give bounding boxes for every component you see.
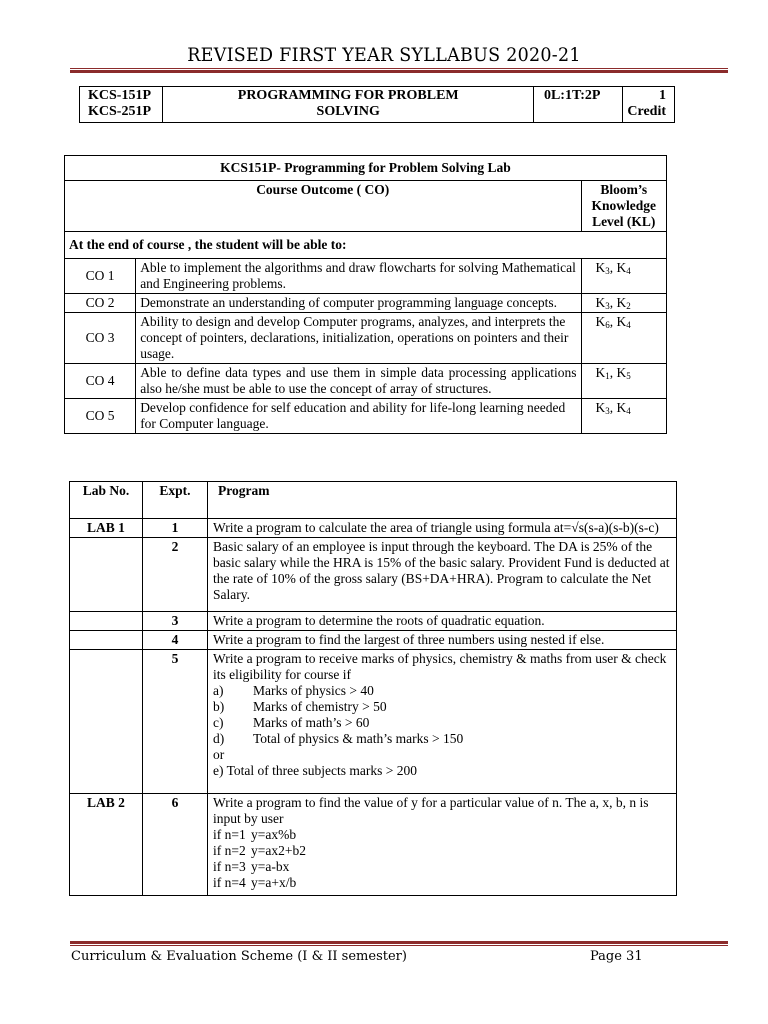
co-row [65, 313, 667, 364]
lab-header-row [70, 482, 677, 519]
list-item: c) Marks of math’s > 60 [213, 715, 370, 730]
list-item: a) Marks of physics > 40 [213, 683, 374, 698]
co-column-header: Course Outcome ( CO) [65, 181, 582, 232]
expt-header: Expt. [143, 482, 208, 519]
list-item: if n=4 y=a+x/b [213, 875, 297, 890]
co-row [65, 364, 667, 399]
list-item: b) Marks of chemistry > 50 [213, 699, 387, 714]
course-title: PROGRAMMING FOR PROBLEM SOLVING [163, 87, 533, 123]
co-label: CO 5 [65, 399, 136, 434]
co-table-title: KCS151P- Programming for Problem Solving Lab [65, 156, 667, 181]
list-item: if n=1 y=ax%b [213, 827, 297, 842]
table-row [70, 612, 677, 631]
table-row [70, 538, 677, 612]
list-item: if n=3 y=a-bx [213, 859, 290, 874]
program-text: Write a program to find the value of y for a particular value of n. The a, x, b, n is input by user [213, 795, 649, 826]
co-description: Able to implement the algorithms and draw flowcharts for solving Mathematical and Engineering problems. [136, 259, 581, 294]
lab-label-empty [70, 650, 143, 794]
program-text: Write a program to calculate the area of triangle using formula at=√s(s-a)(s-b)(s-c) [208, 519, 677, 538]
expt-number: 5 [143, 650, 208, 794]
page-header-title: REVISED FIRST YEAR SYLLABUS 2020-21 [187, 44, 581, 66]
course-ltp: 0L:1T:2P [533, 87, 622, 123]
program-text: Write a program to receive marks of physics, chemistry & maths from user & check its eligibility for course if [213, 651, 667, 682]
co-label: CO 3 [65, 313, 136, 364]
co-table-header-row [65, 181, 667, 232]
program-text: Write a program to determine the roots of quadratic equation. [208, 612, 677, 631]
course-info-table [79, 86, 675, 123]
program-text: Write a program to find the largest of three numbers using nested if else. [208, 631, 677, 650]
lab-label: LAB 1 [70, 519, 143, 538]
course-credit: 1 Credit [623, 87, 675, 123]
or-text: or [213, 747, 225, 762]
kl-column-header: Bloom’s Knowledge Level (KL) [581, 181, 667, 232]
co-row [65, 259, 667, 294]
expt-number: 4 [143, 631, 208, 650]
expt-number: 2 [143, 538, 208, 612]
lab-experiments-table [69, 481, 677, 896]
program-text-block [208, 650, 677, 794]
co-table-title-row [65, 156, 667, 181]
lab-label-empty [70, 612, 143, 631]
program-text-block [208, 794, 677, 896]
co-label: CO 1 [65, 259, 136, 294]
co-description: Able to define data types and use them in simple data processing applications also he/she must be able to use the concept of array of structures. [136, 364, 581, 399]
co-intro-row [65, 232, 667, 259]
co-kl: $K_1$, $K_5$ [581, 364, 667, 399]
header-rule-thick [70, 70, 728, 73]
co-intro: At the end of course , the student will be able to: [65, 232, 667, 259]
co-label: CO 2 [65, 294, 136, 313]
expt-number: 3 [143, 612, 208, 631]
lab-label-empty [70, 631, 143, 650]
program-text: Basic salary of an employee is input through the keyboard. The DA is 25% of the basic salary while the HRA is 15% of the basic salary. Provident Fund is deducted at the rate of 10% of the gross salary (BS+DA+HRA). Program to calculate the Net Salary. [208, 538, 677, 612]
co-description: Demonstrate an understanding of computer programming language concepts. [136, 294, 581, 313]
table-row [70, 794, 677, 896]
course-codes-cell [80, 87, 163, 123]
co-kl: $K_3$, $K_4$ [581, 399, 667, 434]
course-info-row [80, 87, 675, 123]
table-row [70, 519, 677, 538]
co-kl: $K_6$, $K_4$ [581, 313, 667, 364]
footer-rule-thin [70, 945, 728, 946]
co-label: CO 4 [65, 364, 136, 399]
page-number: Page 31 [590, 949, 643, 964]
co-description: Ability to design and develop Computer programs, analyzes, and interprets the concept of pointers, declarations, initialization, operations on pointers and their usage. [136, 313, 581, 364]
course-code: KCS-151P [88, 88, 151, 103]
co-kl: $K_3$, $K_2$ [581, 294, 667, 313]
list-item: d) Total of physics & math’s marks > 150 [213, 731, 464, 746]
footer-left-text: Curriculum & Evaluation Scheme (I & II semester) [71, 949, 407, 964]
list-item: if n=2 y=ax2+b2 [213, 843, 306, 858]
lab-label: LAB 2 [70, 794, 143, 896]
list-item: e) Total of three subjects marks > 200 [213, 763, 417, 778]
header-rule-thin [70, 68, 728, 69]
expt-number: 1 [143, 519, 208, 538]
table-row [70, 631, 677, 650]
co-kl: $K_3$, $K_4$ [581, 259, 667, 294]
co-row [65, 294, 667, 313]
course-outcome-table [64, 155, 667, 434]
co-row [65, 399, 667, 434]
footer-rule-thick [70, 941, 728, 944]
lab-no-header: Lab No. [70, 482, 143, 519]
course-code: KCS-251P [88, 104, 151, 119]
table-row [70, 650, 677, 794]
lab-label-empty [70, 538, 143, 612]
program-header: Program [208, 482, 677, 519]
co-description: Develop confidence for self education and ability for life-long learning needed for Computer language. [136, 399, 581, 434]
expt-number: 6 [143, 794, 208, 896]
